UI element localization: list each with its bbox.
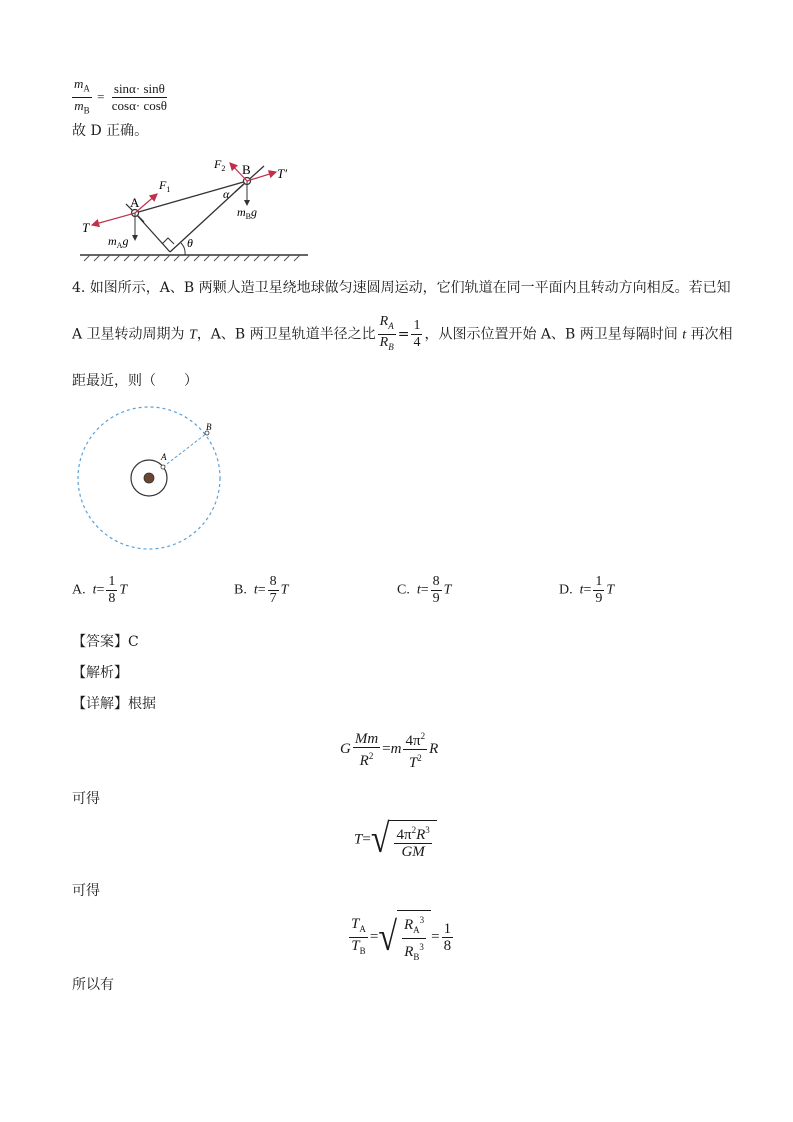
question-line-3: 距最近，则（ ） (72, 373, 198, 389)
answer-label: 【答案】C (72, 634, 139, 650)
ratio-equation: $\frac{T_A}{T_B}$ = √ $\frac{R_A^3}{R_B^3}$ = $\frac{1}{8}$ (347, 910, 455, 965)
force-diagram (70, 150, 320, 262)
ratio-lhs-num: m (74, 76, 84, 91)
detail-label: 【详解】根据 (72, 696, 156, 712)
option-c[interactable]: C. t= $\frac{8}{9}$ T (397, 574, 452, 606)
label-f1: $F_1$ (159, 178, 171, 194)
radius-ratio: $\frac{R_A}{R_B}$ (379, 314, 394, 352)
label-b: B (242, 162, 251, 177)
option-b[interactable]: B. t= $\frac{8}{7}$ T (234, 574, 289, 606)
kede-1: 可得 (72, 791, 100, 807)
label-tp: T′ (277, 166, 288, 181)
conclusion-text: 故 D 正确。 (72, 123, 149, 139)
label-orbit-a: A (161, 452, 167, 462)
label-theta: θ (187, 236, 193, 250)
label-alpha: α (223, 187, 230, 201)
question-line-1: 4. 如图所示，A、B 两颗人造卫星绕地球做匀速圆周运动，它们轨道在同一平面内且转动方向相反。若已知 (72, 280, 731, 296)
label-orbit-b: B (206, 422, 212, 432)
kede-2: 可得 (72, 883, 100, 899)
period-equation: T= √ $\frac{4\pi^2R^3}{GM}$ (354, 820, 437, 860)
ratio-lhs-num-sub: A (83, 83, 90, 94)
ratio-rhs-num: sinα· sinθ (113, 80, 165, 96)
label-mbg: $m_Bg$ (237, 205, 258, 221)
label-t: T (82, 220, 90, 235)
ratio-lhs-den-sub: B (83, 105, 90, 116)
ratio-lhs-den: m (74, 97, 84, 113)
label-a: A (130, 195, 140, 210)
gravity-equation: G $\frac{Mm}{R^2}$ =m $\frac{4\pi^2}{T^2}$ R (340, 728, 438, 771)
question-line-2: A 卫星转动周期为 T，A、B 两卫星轨道半径之比 $\frac{R_A}{R_B}$ = $\frac{1}{4}$ ，从图示位置开始 A、B 两卫星每隔时间 t 再次相 (72, 314, 733, 355)
option-d[interactable]: D. t= $\frac{1}{9}$ T (559, 574, 615, 606)
suoyi-label: 所以有 (72, 977, 114, 993)
earth (144, 473, 154, 483)
orbit-diagram (76, 405, 224, 553)
option-a[interactable]: A. t= $\frac{1}{8}$ T (72, 574, 128, 606)
ratio-rhs-den: cosα· cosθ (111, 97, 168, 113)
satellite-a (161, 465, 165, 469)
label-f2: $F_2$ (214, 157, 226, 173)
mass-ratio-formula: $\frac{m_A}{m_B}$ = $\frac{\sin\alpha\cdot \sin\theta}{\cos\alpha\cdot \cos\theta}$ (74, 76, 168, 116)
force-t-arrow (92, 213, 135, 225)
analysis-label: 【解析】 (72, 665, 128, 681)
label-mag: $m_Ag$ (108, 234, 129, 250)
